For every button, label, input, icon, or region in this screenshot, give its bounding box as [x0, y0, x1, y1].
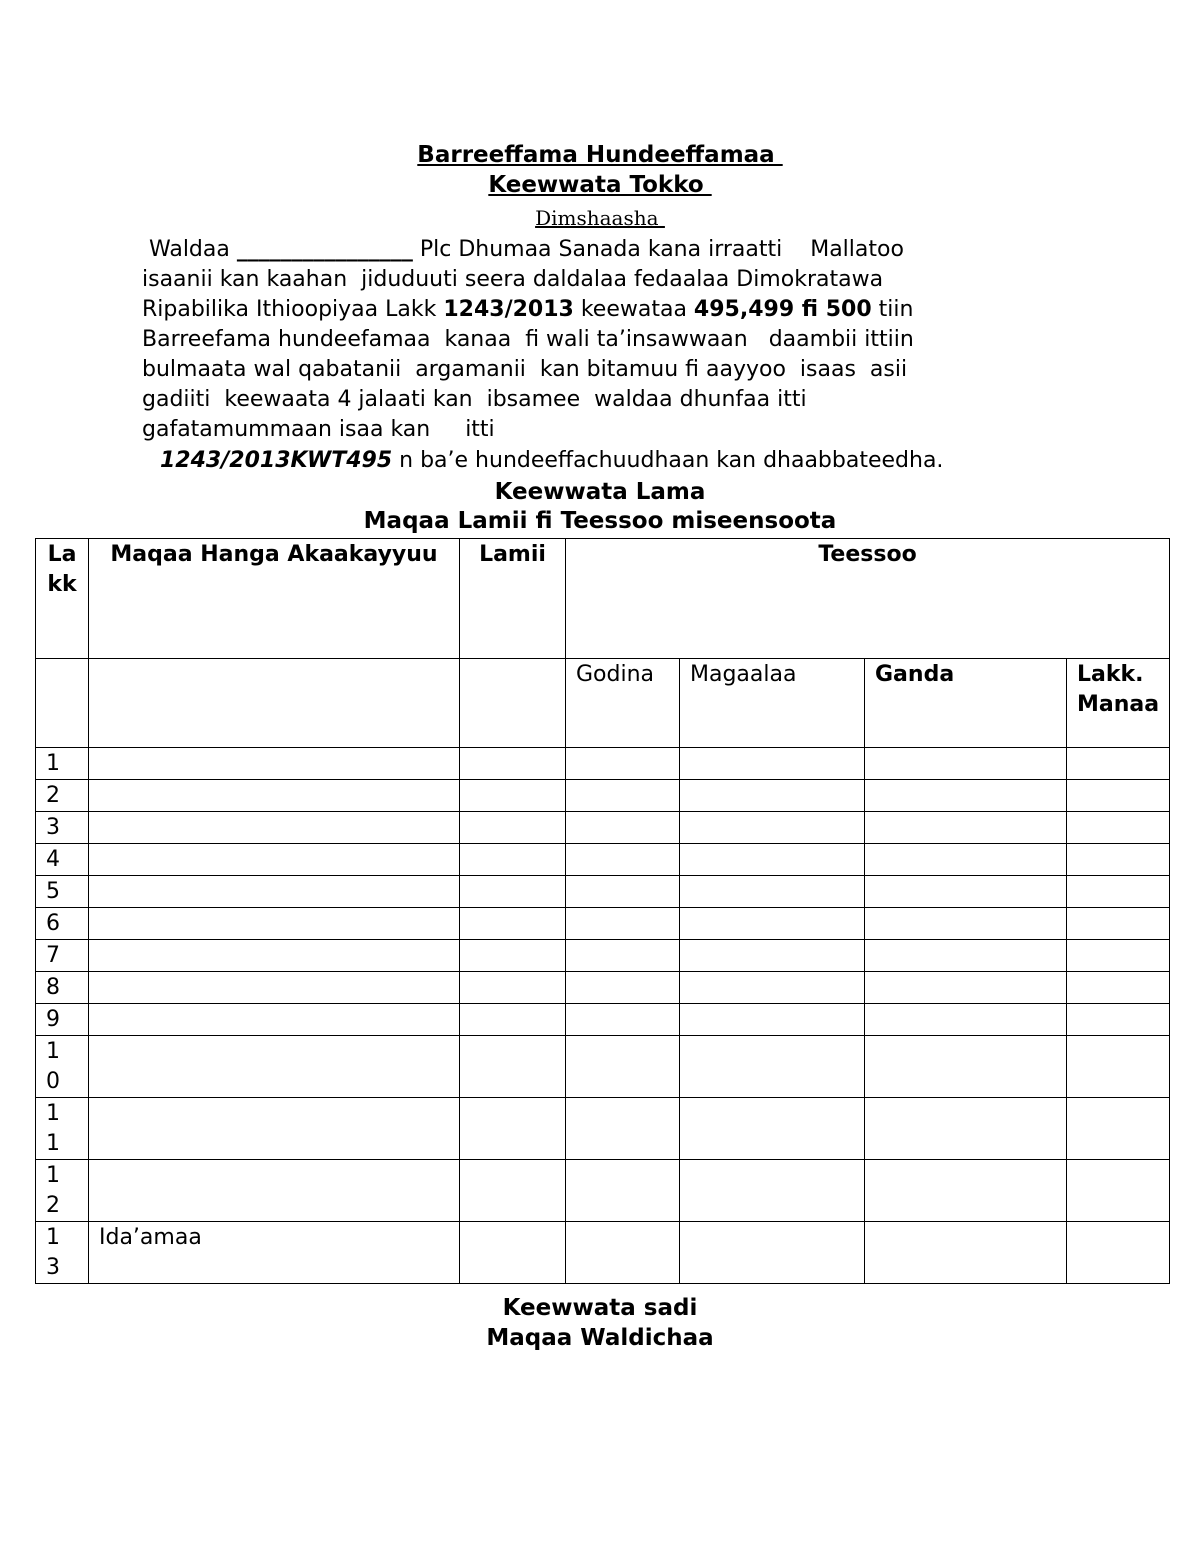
col-header-lak: Lakk [36, 539, 89, 659]
table-row [36, 1036, 1170, 1098]
table-cell [680, 812, 865, 844]
table-row [36, 780, 1170, 812]
subheader-magaalaa: Magaalaa [680, 659, 865, 748]
table-cell [865, 1222, 1067, 1284]
table-cell [865, 908, 1067, 940]
table-row [36, 748, 1170, 780]
reference-code: 1243/2013KWT495 [160, 448, 393, 473]
table-cell [566, 1004, 680, 1036]
intro-text: tiin [871, 297, 914, 322]
table-cell [1067, 812, 1170, 844]
intro-text: keewataa [573, 297, 694, 322]
document-title: Barreeffama Hundeeffamaa [417, 142, 783, 168]
table-cell [680, 876, 865, 908]
table-cell [460, 780, 566, 812]
table-cell [865, 812, 1067, 844]
member-name-cell [89, 908, 460, 940]
row-number: 6 [36, 908, 89, 940]
table-cell [566, 972, 680, 1004]
article-numbers: 495,499 fi 500 [693, 297, 872, 322]
table-cell [865, 940, 1067, 972]
subheader-godina: Godina [566, 659, 680, 748]
table-cell [865, 780, 1067, 812]
table-row [36, 1222, 1170, 1284]
member-name-cell [89, 844, 460, 876]
section-heading: Dimshaasha [535, 206, 665, 230]
table-row [36, 844, 1170, 876]
subheader-ganda: Ganda [865, 659, 1067, 748]
table-cell [1067, 780, 1170, 812]
table-cell [1067, 1098, 1170, 1160]
law-number: 1243/2013 [443, 297, 574, 322]
article-two-subheading: Maqaa Lamii fi Teessoo miseensoota [363, 508, 837, 534]
table-cell [566, 844, 680, 876]
reference-text: n ba’e hundeeffachuudhaan kan dhaabbateedha. [392, 448, 944, 473]
table-cell [460, 1036, 566, 1098]
table-header-row [36, 539, 1170, 659]
table-cell [865, 844, 1067, 876]
table-cell [460, 812, 566, 844]
table-cell [680, 908, 865, 940]
table-cell [460, 1160, 566, 1222]
table-cell [865, 972, 1067, 1004]
table-row [36, 812, 1170, 844]
intro-text: gafatamummaan isaa kan itti [142, 417, 495, 442]
table-cell [566, 876, 680, 908]
table-cell [1067, 1004, 1170, 1036]
row-number: 4 [36, 844, 89, 876]
row-number: 7 [36, 940, 89, 972]
table-cell [1067, 940, 1170, 972]
intro-text: Plc Dhumaa Sanada kana irraatti Mallatoo [412, 237, 904, 262]
row-number: 1 [36, 748, 89, 780]
intro-text: bulmaata wal qabatanii argamanii kan bitamuu fi aayyoo isaas asii [142, 357, 908, 382]
intro-text: Waldaa [142, 237, 237, 262]
table-cell [566, 1160, 680, 1222]
article-one-heading: Keewwata Tokko [488, 172, 712, 198]
table-cell [680, 1036, 865, 1098]
member-name-cell [89, 876, 460, 908]
member-name-cell [89, 972, 460, 1004]
table-cell [680, 780, 865, 812]
company-name-blank: ________________ [236, 237, 413, 262]
table-cell [865, 876, 1067, 908]
table-cell [1067, 908, 1170, 940]
table-row [36, 972, 1170, 1004]
table-cell [566, 1222, 680, 1284]
article-two-heading: Keewwata Lama [494, 479, 706, 505]
intro-paragraph [142, 235, 1082, 445]
intro-text: Barreefama hundeefamaa kanaa fi wali ta’insawwaan daambii ittiin [142, 327, 914, 352]
table-cell [1067, 1222, 1170, 1284]
table-cell [865, 1004, 1067, 1036]
member-name-cell [89, 1036, 460, 1098]
table-row [36, 876, 1170, 908]
row-number: 9 [36, 1004, 89, 1036]
col-header-name: Maqaa Hanga Akaakayyuu [89, 539, 460, 659]
member-name-cell [89, 812, 460, 844]
table-cell [566, 812, 680, 844]
table-cell [1067, 972, 1170, 1004]
table-subheader-row [36, 659, 1170, 748]
row-number: 13 [36, 1222, 89, 1284]
table-cell [680, 1222, 865, 1284]
table-cell [1067, 844, 1170, 876]
table-cell [460, 1004, 566, 1036]
reference-line [160, 448, 943, 473]
table-cell [460, 876, 566, 908]
member-name-cell [89, 1098, 460, 1160]
row-number: 11 [36, 1098, 89, 1160]
table-cell [1067, 748, 1170, 780]
table-cell [460, 748, 566, 780]
intro-text: gadiiti keewaata 4 jalaati kan ibsamee waldaa dhunfaa itti [142, 387, 807, 412]
table-cell [566, 748, 680, 780]
article-three-subheading: Maqaa Waldichaa [486, 1325, 714, 1351]
intro-text: isaanii kan kaahan jiduduuti seera daldalaa fedaalaa Dimokratawa [142, 267, 884, 292]
intro-text: Ripabilika Ithioopiyaa Lakk [142, 297, 444, 322]
table-cell [36, 659, 89, 748]
table-cell [460, 972, 566, 1004]
table-cell [566, 780, 680, 812]
table-cell [460, 1098, 566, 1160]
row-number: 12 [36, 1160, 89, 1222]
table-row [36, 1098, 1170, 1160]
col-header-address: Teessoo [566, 539, 1170, 659]
members-table [35, 538, 1170, 1284]
table-cell [1067, 1160, 1170, 1222]
table-cell [1067, 876, 1170, 908]
table-cell [865, 748, 1067, 780]
table-cell [460, 908, 566, 940]
table-cell [460, 659, 566, 748]
table-cell [865, 1036, 1067, 1098]
table-cell [680, 844, 865, 876]
row-number: 5 [36, 876, 89, 908]
table-cell [566, 1036, 680, 1098]
member-name-cell [89, 748, 460, 780]
member-name-cell: Ida’amaa [89, 1222, 460, 1284]
subheader-house-number: Lakk. Manaa [1067, 659, 1170, 748]
table-cell [1067, 1036, 1170, 1098]
table-cell [680, 940, 865, 972]
table-cell [680, 1098, 865, 1160]
table-cell [566, 1098, 680, 1160]
article-three-heading: Keewwata sadi [502, 1295, 698, 1321]
table-row [36, 940, 1170, 972]
table-row [36, 908, 1170, 940]
table-cell [460, 1222, 566, 1284]
table-cell [566, 908, 680, 940]
table-cell [460, 844, 566, 876]
table-cell [680, 972, 865, 1004]
row-number: 8 [36, 972, 89, 1004]
table-cell [89, 659, 460, 748]
row-number: 3 [36, 812, 89, 844]
table-row [36, 1004, 1170, 1036]
table-cell [865, 1098, 1067, 1160]
table-cell [680, 748, 865, 780]
member-name-cell [89, 940, 460, 972]
table-cell [566, 940, 680, 972]
table-cell [680, 1160, 865, 1222]
member-name-cell [89, 1160, 460, 1222]
table-cell [865, 1160, 1067, 1222]
table-cell [460, 940, 566, 972]
col-header-share: Lamii [460, 539, 566, 659]
member-name-cell [89, 780, 460, 812]
table-row [36, 1160, 1170, 1222]
row-number: 2 [36, 780, 89, 812]
table-cell [680, 1004, 865, 1036]
row-number: 10 [36, 1036, 89, 1098]
member-name-cell [89, 1004, 460, 1036]
